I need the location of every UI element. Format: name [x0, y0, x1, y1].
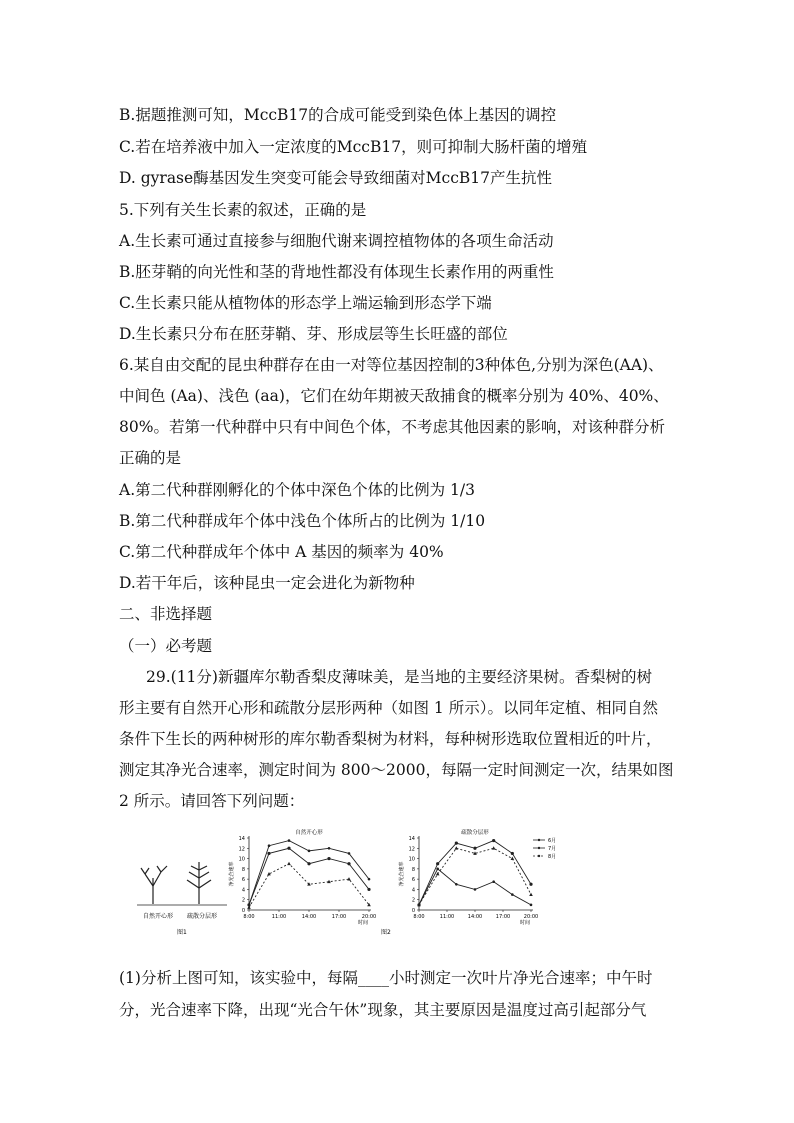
data-point: [473, 847, 476, 850]
data-point: [287, 862, 291, 865]
x-tick-label: 8:00: [413, 914, 425, 920]
data-point: [492, 880, 495, 883]
y-tick-label: 12: [238, 846, 245, 853]
data-point: [492, 846, 496, 849]
data-point: [368, 878, 371, 881]
y-tick-label: 8: [411, 866, 415, 873]
text-line: A.第二代种群刚孵化的个体中深色个体的比例为 1/3: [119, 481, 475, 499]
data-point: [347, 862, 350, 865]
data-point: [530, 904, 533, 907]
text-line: 6.某自由交配的昆虫种群存在由一对等位基因控制的3种体色,分别为深色(AA)、: [119, 356, 664, 374]
y-tick-label: 10: [408, 856, 415, 863]
y-tick-label: 14: [408, 836, 415, 842]
y-tick-label: 4: [241, 887, 245, 894]
chart-natural-open: [228, 828, 376, 926]
y-tick-label: 4: [411, 887, 415, 894]
legend-label: 8月: [548, 854, 557, 860]
data-point: [511, 893, 514, 896]
fig2-label: 图2: [381, 929, 391, 936]
data-point: [348, 852, 351, 855]
x-tick-label: 17:00: [331, 914, 347, 920]
y-tick-label: 0: [241, 908, 245, 914]
legend-marker: [538, 855, 540, 857]
x-tick-label: 14:00: [467, 914, 483, 920]
text-line: （一）必考题: [119, 637, 213, 655]
x-tick-label: 20:00: [523, 914, 539, 920]
legend-marker: [538, 847, 540, 849]
text-line: 5.下列有关生长素的叙述，正确的是: [119, 201, 367, 219]
text-line: 分，光合速率下降，出现“光合午休”现象，其主要原因是温度过高引起部分气: [119, 1001, 647, 1019]
data-point: [436, 872, 440, 875]
data-point: [455, 846, 459, 849]
x-axis-label: 时间: [357, 920, 369, 926]
data-point: [267, 852, 270, 855]
data-point: [511, 852, 514, 855]
y-tick-label: 2: [241, 897, 245, 904]
text-line: 测定其净光合速率，测定时间为 800～2000，每隔一定时间测定一次，结果如图: [119, 761, 674, 779]
legend-label: 6月: [548, 838, 557, 844]
x-tick-label: 11:00: [439, 914, 455, 920]
chart-sparse-layered: [398, 828, 556, 926]
series-line: [249, 848, 369, 905]
x-axis-label: 时间: [519, 920, 531, 926]
chart-title: 自然开心形: [295, 830, 323, 836]
text-line: B.胚芽鞘的向光性和茎的背地性都没有体现生长素作用的两重性: [119, 263, 554, 281]
text-line: 条件下生长的两种树形的库尔勒香梨树为材料，每种树形选取位置相近的叶片，: [119, 730, 662, 748]
text-line: C.第二代种群成年个体中 A 基因的频率为 40%: [119, 543, 444, 561]
y-axis-label: 净光合速率: [229, 861, 235, 887]
y-tick-label: 10: [238, 856, 245, 863]
y-tick-label: 14: [238, 836, 245, 842]
data-point: [529, 883, 532, 886]
text-line: C.生长素只能从植物体的形态学上端运输到形态学下端: [119, 294, 492, 312]
tree2-label: 疏散分层形: [187, 913, 218, 920]
text-line: 2 所示。请回答下列问题：: [119, 792, 305, 810]
text-line: 二、非选择题: [119, 605, 213, 623]
text-line: 正确的是: [119, 449, 182, 467]
text-line: 中间色 (Aa)、浅色 (aa)，它们在幼年期被天敌捕食的概率分别为 40%、40%、: [119, 387, 669, 405]
data-point: [455, 842, 458, 845]
text-line: B.第二代种群成年个体中浅色个体所占的比例为 1/10: [119, 512, 486, 530]
data-point: [367, 888, 370, 891]
chart-title: 疏散分层形: [461, 830, 489, 836]
data-point: [268, 844, 271, 847]
legend-label: 7月: [548, 846, 557, 852]
tree-natural-open: [141, 866, 167, 904]
tree1-label: 自然开心形: [143, 913, 174, 920]
y-axis-label: 净光合速率: [399, 861, 405, 887]
data-point: [436, 862, 439, 865]
data-point: [287, 847, 290, 850]
text-line: A.生长素可通过直接参与细胞代谢来调控植物体的各项生命活动: [119, 232, 554, 250]
data-point: [328, 847, 331, 850]
text-line: 形主要有自然开心形和疏散分层形两种（如图 1 所示）。以同年定植、相同自然: [119, 699, 658, 717]
data-point: [307, 862, 310, 865]
data-point: [474, 888, 477, 891]
figure-svg: [137, 826, 557, 946]
text-line: 29.(11分)新疆库尔勒香梨皮薄味美，是当地的主要经济果树。香梨树的树: [146, 668, 652, 686]
x-tick-label: 11:00: [271, 914, 287, 920]
y-tick-label: 0: [411, 908, 415, 914]
data-point: [455, 883, 458, 886]
data-point: [327, 857, 330, 860]
text-line: C.若在培养液中加入一定浓度的MccB17，则可抑制大肠杆菌的增殖: [119, 138, 588, 156]
y-tick-label: 6: [241, 877, 245, 884]
y-tick-label: 6: [411, 877, 415, 884]
legend-marker: [538, 839, 540, 841]
text-line: 80%。若第一代种群中只有中间色个体，不考虑其他因素的影响，对该种群分析: [119, 418, 665, 436]
series-line: [419, 869, 531, 905]
data-point: [511, 857, 515, 860]
y-tick-label: 12: [408, 846, 415, 853]
x-tick-label: 17:00: [495, 914, 511, 920]
data-point: [327, 880, 331, 883]
x-tick-label: 20:00: [361, 914, 377, 920]
text-line: D.生长素只分布在胚芽鞘、芽、形成层等生长旺盛的部位: [119, 325, 508, 343]
data-point: [436, 868, 439, 871]
data-point: [347, 877, 351, 880]
fig1-label: 图1: [177, 929, 187, 936]
x-tick-label: 8:00: [243, 914, 255, 920]
data-point: [492, 839, 495, 842]
figure: [137, 826, 557, 946]
tree-sparse-layered: [187, 862, 211, 904]
data-point: [529, 893, 533, 896]
data-point: [288, 839, 291, 842]
text-line: D.若干年后，该种昆虫一定会进化为新物种: [119, 574, 415, 592]
x-tick-label: 14:00: [301, 914, 317, 920]
y-tick-label: 2: [411, 897, 415, 904]
text-line: (1)分析上图可知，该实验中，每隔____小时测定一次叶片净光合速率；中午时: [119, 969, 653, 987]
data-point: [308, 850, 311, 853]
text-line: D. gyrase酶基因发生突变可能会导致细菌对MccB17产生抗性: [119, 169, 553, 187]
y-tick-label: 8: [241, 866, 245, 873]
text-line: B.据题推测可知，MccB17的合成可能受到染色体上基因的调控: [119, 106, 557, 124]
